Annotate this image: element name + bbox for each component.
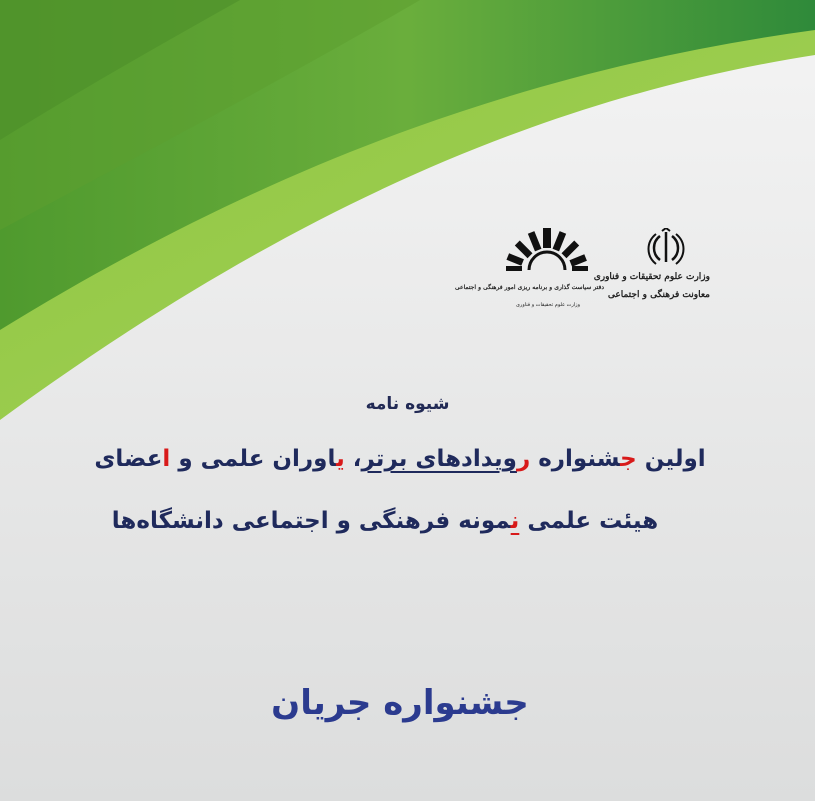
- title-line-1-underlined: ویدادهای برتر: [361, 446, 517, 472]
- office-caption-1: دفتر سیاست گذاری و برنامه ریزی امور فرهنگی و اجتماعی: [454, 284, 604, 291]
- title-line-2-red-letter: ن: [510, 508, 520, 534]
- office-logo: [454, 226, 604, 316]
- title-line-1-part: عضای: [94, 446, 163, 472]
- title-line-2: [0, 508, 770, 534]
- title-line-1-red-letter: ی: [336, 446, 345, 472]
- ministry-logo: [593, 228, 710, 312]
- sunburst-emblem-icon: [504, 226, 590, 276]
- title-line-1-part: شنواره: [530, 446, 621, 472]
- ministry-caption-2: معاونت فرهنگی و اجتماعی: [607, 290, 710, 300]
- title-line-2-part: هیئت علمی: [519, 508, 659, 534]
- title-line-1-part: اولین: [636, 446, 706, 472]
- iran-emblem-icon: [646, 228, 686, 268]
- document-type: شیوه نامه: [365, 394, 450, 414]
- festival-name: جشنواره جریان: [271, 683, 529, 723]
- title-line-1: [0, 446, 800, 472]
- title-line-1-red-letter: ر: [516, 446, 531, 472]
- title-line-1-part: ،: [344, 446, 362, 472]
- title-line-1-red-letter: ا: [162, 446, 171, 472]
- title-line-2-part: مونه فرهنگی و اجتماعی دانشگاه‌ها: [111, 508, 511, 534]
- title-line-1-red-letter: ج: [620, 446, 637, 472]
- office-caption-2: وزارت علوم تحقیقات و فناوری: [515, 302, 580, 308]
- title-line-1-part: اوران علمی و: [170, 446, 337, 472]
- ministry-caption-1: وزارت علوم تحقیقات و فناوری: [593, 272, 710, 282]
